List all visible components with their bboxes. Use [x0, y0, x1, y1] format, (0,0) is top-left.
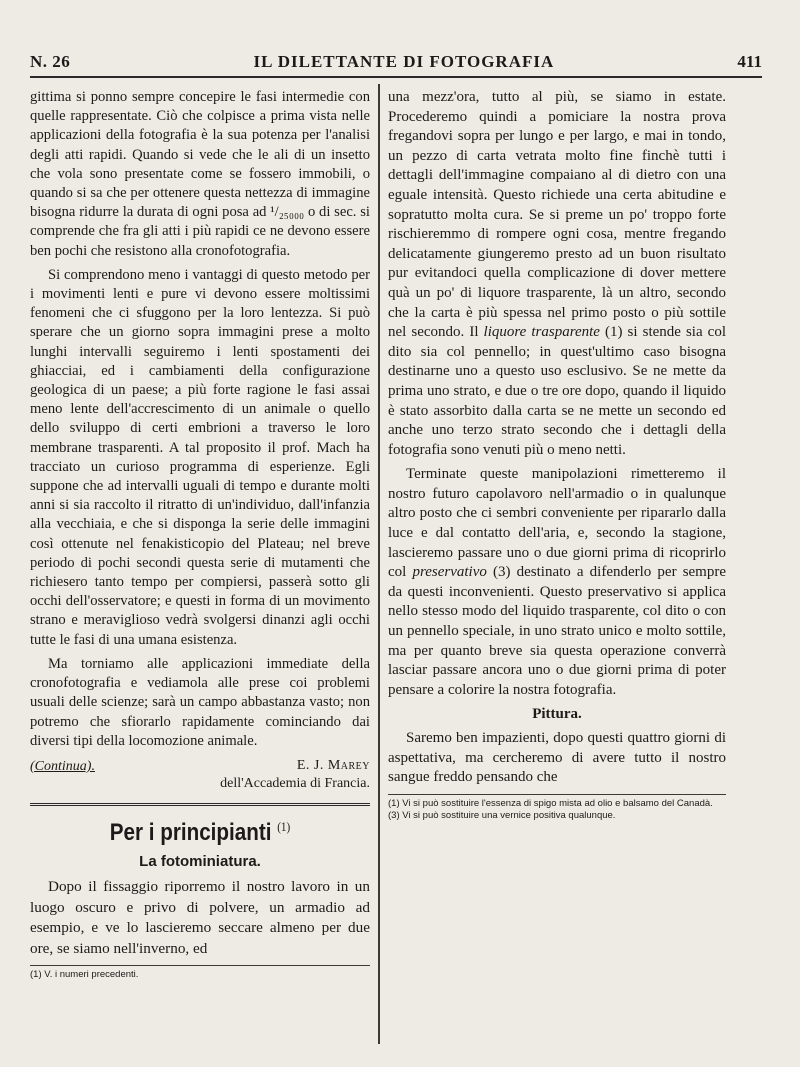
text-run: (3) destinato a difenderlo per sempre da questi inconvenienti. Questo preservativo si applica nello stesso modo del liquido trasparente, col dito o con un pennello speciale, in uno strato unico e molto sottile, ma per quanto breve sia questa operazione converrà lasciar passare ancora uno o due giorni prima di poter pensare a colorire la nostra fotografia.: [388, 564, 727, 698]
text-run: Terminate queste manipolazioni rimetteremo il nostro futuro capolavoro nell'armadio o in qualunque altro posto che ci sembri conveniente per ripararlo dalla luce e dal contatto dell'aria, e, secondo la stagione, lascieremo passare uno o due giorni prima di ricoprirlo col: [388, 466, 726, 581]
text-run: (1) si stende sia col dito sia col pennello; in quest'ultimo caso bisogna destinarne uno a questo uso esclusivo. Se ne mette da prima uno strato, e due o tre ore dopo, quando il liquido è stato assorbito dalla carta se ne mette un secondo ed anche uno terzo strato secondo che i dettagli della fotografia sono venuti più o meno netti.: [388, 324, 726, 458]
issue-number: N. 26: [30, 52, 71, 71]
signature-block: [30, 757, 370, 793]
left-column: [30, 88, 370, 981]
section-subtitle: La fotominiatura.: [139, 852, 261, 870]
italic-term: preservativo: [412, 564, 487, 581]
paragraph: Saremo ben impazienti, dopo questi quattro giorni di aspettativa, ma cercheremo di avere tutto il nostro sangue freddo pensando che: [388, 730, 726, 786]
footnote: (1) V. i numeri precedenti.: [30, 965, 370, 981]
subheading: Pittura.: [532, 706, 582, 723]
footnote: (3) Vi si può sostituire una vernice positiva qualunque.: [388, 809, 616, 821]
author-name: E. J. Marey: [296, 757, 370, 773]
section-title-text: Per i principianti: [109, 818, 272, 846]
journal-title: IL DILETTANTE DI FOTOGRAFIA: [253, 52, 555, 71]
section-footnote-ref: (1): [277, 818, 291, 834]
paragraph: Ma torniamo alle applicazioni immediate della cronofotografia e vediamola alle prese coi problemi usuali delle scienze; sarà un campo abbastanza vasto; non potremo che sfiorarlo rapidamente cominciando dai diversi tipi della locomozione animale.: [30, 655, 370, 749]
italic-term: liquore trasparente: [483, 324, 600, 341]
column-divider: [378, 84, 380, 1044]
footnote: (1) Vi si può sostituire l'essenza di spigo mista ad olio e balsamo del Canadà.: [388, 797, 713, 809]
section-divider: [30, 803, 370, 806]
author-affiliation: dell'Accademia di Francia.: [220, 775, 370, 791]
paragraph: [388, 465, 726, 700]
paragraph: gittima si ponno sempre concepire le fasi intermedie con quelle rappresentate. Ciò che colpisce a prima vista nelle applicazioni della fotografia è la sua potenza per l'analisi degli atti rapidi. Quando si vede che le ali di un insetto che vola sono presentate come se fossero immobili, o quando si sa che per ottenere questa nettezza di immagine bisogna ridurre la durata di ogni posa ad ¹/₂₅₀₀₀ o di sec. si comprende che fra gli atti i più rapidi ce ne devono essere ben pochi che resistono alla cronofotografia.: [30, 89, 370, 259]
page-number: 411: [737, 52, 762, 71]
continua-note: (Continua).: [30, 758, 95, 774]
paragraph: Si comprendono meno i vantaggi di questo metodo per i movimenti lenti e pure vi devono essere moltissimi fenomeni che ci sfuggono per la loro lentezza. Si può sperare che un giorno sopra immagini prese a molto lunghi intervalli seguiremo i lenti spostamenti dei ghiacciai, ed i cambiamenti della configurazione geologica di un paese; a più forte ragione le fasi assai meno lente dell'accrescimento di un animale o quello dello sviluppo di certi embrioni a traverso le loro membrane trasparenti. A tal proposito il prof. Mach ha tracciato un curioso programma di esperienze. Egli suppone che ad intervalli uguali di tempo e durante molti anni si sia raccolto il ritratto di un'individuo, dall'infanzia alla vecchiaia, e che si disponga la serie delle immagini così ottenute nel fenakisticopio del Plateau; nel breve periodo di pochi secondi questa serie di mutamenti che richiesero tanto tempo per compiersi, passerà sotto gli occhi dell'osservatore; e questi in forma di un movimento strano e meraviglioso vedrà svolgersi dinanzi agli occhi tutte le fasi di una umana esistenza.: [30, 266, 370, 648]
right-column: [388, 88, 726, 822]
text-run: una mezz'ora, tutto al più, se siamo in estate. Procederemo quindi a pomiciare la nostra prova fregandovi sopra per lungo e per largo, e mai in tondo, un pezzo di carta vetrata molto fine finchè tutti i dettagli dell'immagine compaiano al di dietro con una eguale intensità. Questo richiede una certa abitudine e sopratutto molta cura. Se si preme un po' troppo forte rischieremmo di rompere ogni cosa, mentre fregando delicatamente giungeremo presto ad un buon risultato pur evitandoci quella complicazione di dover mettere quà un po' di liquore trasparente, là un altro, secondo che la carta è più spessa nel primo posto o più sottile nel secondo. Il: [388, 89, 726, 341]
paragraph: [388, 88, 726, 460]
footnotes: [388, 794, 726, 822]
author: [220, 757, 370, 793]
section-title: [54, 812, 346, 848]
paragraph: Dopo il fissaggio riporremo il nostro lavoro in un luogo oscuro e privo di polvere, un armadio ad esempio, e ve lo lascieremo seccare almeno per due ore, se siamo nell'inverno, ed: [30, 878, 370, 957]
running-header: [30, 42, 762, 78]
